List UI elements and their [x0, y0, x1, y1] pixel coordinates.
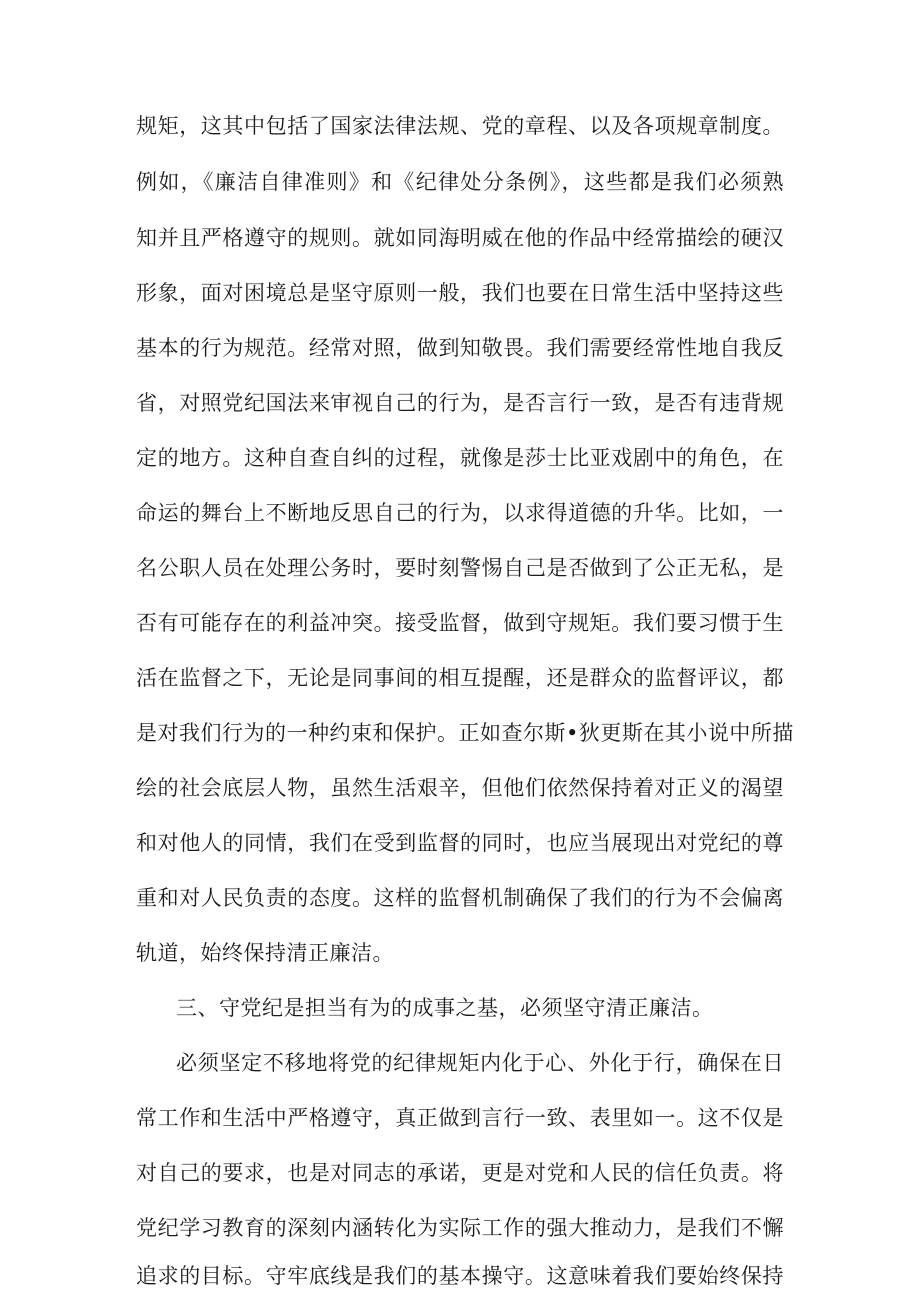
text-line: 是对我们行为的一种约束和保护。正如查尔斯•狄更斯在其小说中所描: [136, 721, 794, 745]
text-line: 常工作和生活中严格遵守，真正做到言行一致、表里如一。这不仅是: [136, 1106, 784, 1130]
text-line: 否有可能存在的利益冲突。接受监督，做到守规矩。我们要习惯于生: [136, 611, 784, 635]
text-line: 绘的社会底层人物，虽然生活艰辛，但他们依然保持着对正义的渴望: [136, 776, 784, 800]
text-line: 定的地方。这种自查自纠的过程，就像是莎士比亚戏剧中的角色，在: [136, 446, 784, 470]
text-line: 对自己的要求，也是对同志的承诺，更是对党和人民的信任负责。将: [136, 1161, 784, 1185]
text-line: 形象，面对困境总是坚守原则一般，我们也要在日常生活中坚持这些: [136, 281, 784, 305]
text-line: 追求的目标。守牢底线是我们的基本操守。这意味着我们要始终保持: [136, 1264, 784, 1288]
text-line: 轨道，始终保持清正廉洁。: [136, 941, 394, 965]
text-line: 省，对照党纪国法来审视自己的行为，是否言行一致，是否有违背规: [136, 391, 784, 415]
text-line: 例如，《廉洁自律准则》和《纪律处分条例》，这些都是我们必须熟: [136, 170, 784, 194]
text-line: 和对他人的同情，我们在受到监督的同时，也应当展现出对党纪的尊: [136, 831, 784, 855]
text-line: 重和对人民负责的态度。这样的监督机制确保了我们的行为不会偏离: [136, 886, 784, 910]
text-line: 命运的舞台上不断地反思自己的行为，以求得道德的升华。比如，一: [136, 501, 784, 525]
text-line: 活在监督之下，无论是同事间的相互提醒，还是群众的监督评议，都: [136, 666, 784, 690]
text-line: 名公职人员在处理公务时，要时刻警惕自己是否做到了公正无私，是: [136, 556, 784, 580]
text-line: 基本的行为规范。经常对照，做到知敬畏。我们需要经常性地自我反: [136, 336, 784, 360]
text-line: 必须坚定不移地将党的纪律规矩内化于心、外化于行，确保在日: [176, 1051, 784, 1075]
text-line: 规矩，这其中包括了国家法律法规、党的章程、以及各项规章制度。: [136, 114, 784, 138]
text-line: 党纪学习教育的深刻内涵转化为实际工作的强大推动力，是我们不懈: [136, 1216, 784, 1240]
text-line: 知并且严格遵守的规则。就如同海明威在他的作品中经常描绘的硬汉: [136, 226, 784, 250]
section-heading: 三、守党纪是担当有为的成事之基，必须坚守清正廉洁。: [176, 996, 714, 1020]
